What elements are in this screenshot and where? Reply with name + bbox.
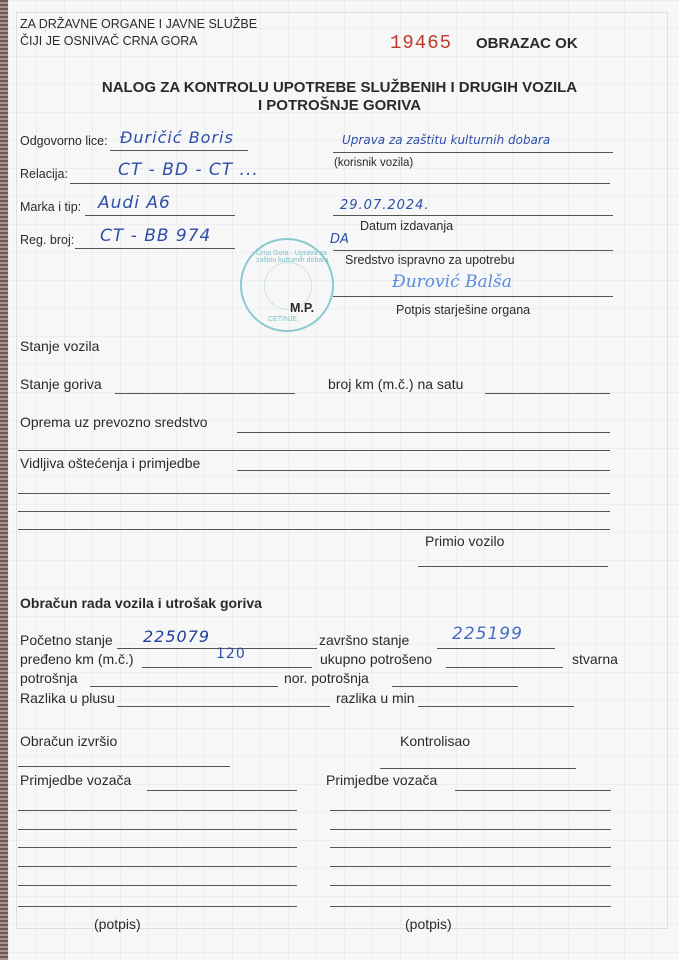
primjedbe-left-line-2[interactable] xyxy=(18,810,297,811)
zavrsno-stanje-value[interactable]: 225199 xyxy=(452,624,523,644)
primjedbe-right-line-5[interactable] xyxy=(330,866,611,867)
predjeno-km-value[interactable]: 120 xyxy=(216,646,246,662)
primjedbe-right-line-4[interactable] xyxy=(330,847,611,848)
relacija-line xyxy=(70,183,610,184)
potpis-starjesine-signature[interactable]: Đurović Balša xyxy=(392,272,512,292)
obracun-heading: Obračun rada vozila i utrošak goriva xyxy=(20,595,262,611)
relacija-value[interactable]: CT - BD - CT ... xyxy=(118,160,259,180)
zavrsno-stanje-line xyxy=(437,648,555,649)
serial-number: 19465 xyxy=(390,32,453,54)
primjedbe-right-line-3[interactable] xyxy=(330,829,611,830)
relacija-label: Relacija: xyxy=(20,167,68,181)
stanje-goriva-label: Stanje goriva xyxy=(20,376,102,392)
zavrsno-stanje-label: završno stanje xyxy=(319,632,410,648)
ukupno-potroseno-label: ukupno potrošeno xyxy=(320,651,433,667)
potpis-right-label: (potpis) xyxy=(405,916,452,932)
datum-label: Datum izdavanja xyxy=(360,219,454,233)
primjedbe-left-line-1[interactable] xyxy=(147,790,297,791)
ostecenja-line-3[interactable] xyxy=(18,511,610,512)
ukupno-potroseno-line[interactable] xyxy=(446,667,563,668)
ispravno-value[interactable]: DA xyxy=(330,232,349,247)
datum-value[interactable]: 29.07.2024. xyxy=(340,198,430,213)
primjedbe-left-line-3[interactable] xyxy=(18,829,297,830)
potpis-left-label: (potpis) xyxy=(94,916,141,932)
primjedbe-left-line-4[interactable] xyxy=(18,847,297,848)
ostecenja-line[interactable] xyxy=(237,470,610,471)
nor-potrosnja-label: nor. potrošnja xyxy=(284,670,369,686)
ispravno-line xyxy=(333,250,613,251)
potrosnja-label: potrošnja xyxy=(20,670,78,686)
primjedbe-right-line-7[interactable] xyxy=(330,906,611,907)
stamp-ring-text: Crna Gora · Uprava za zaštitu kulturnih dobara xyxy=(256,250,329,264)
notebook-binding-edge xyxy=(0,0,8,960)
pocetno-stanje-value[interactable]: 225079 xyxy=(143,627,211,646)
stvarna-label: stvarna xyxy=(572,651,618,667)
primjedbe-left-line-5[interactable] xyxy=(18,866,297,867)
kontrolisao-label: Kontrolisao xyxy=(400,733,471,749)
korisnik-value[interactable]: Uprava za zaštitu kulturnih dobara xyxy=(342,133,551,147)
pocetno-stanje-label: Početno stanje xyxy=(20,632,113,648)
primjedbe-vozaca-right-label: Primjedbe vozača xyxy=(326,772,438,788)
marka-label: Marka i tip: xyxy=(20,200,82,214)
reg-broj-label: Reg. broj: xyxy=(20,233,75,247)
primjedbe-vozaca-left-label: Primjedbe vozača xyxy=(20,772,132,788)
org-line-1: ZA DRŽAVNE ORGANE I JAVNE SLUŽBE xyxy=(20,17,258,31)
primjedbe-right-line-6[interactable] xyxy=(330,885,611,886)
stanje-vozila-heading: Stanje vozila xyxy=(20,338,100,354)
razlika-min-line[interactable] xyxy=(418,706,574,707)
potrosnja-line[interactable] xyxy=(90,686,278,687)
org-line-2: ČIJI JE OSNIVAČ CRNA GORA xyxy=(20,34,198,48)
korisnik-label: (korisnik vozila) xyxy=(334,157,414,169)
oprema-label: Oprema uz prevozno sredstvo xyxy=(20,414,208,430)
predjeno-km-line xyxy=(142,667,312,668)
potpis-starjesine-label: Potpis starješine organa xyxy=(396,303,531,317)
ostecenja-label: Vidljiva oštećenja i primjedbe xyxy=(20,455,201,471)
datum-line xyxy=(333,215,613,216)
form-code: OBRAZAC OK xyxy=(476,35,578,52)
ostecenja-line-4[interactable] xyxy=(18,529,610,530)
primjedbe-left-line-6[interactable] xyxy=(18,885,297,886)
razlika-plus-line[interactable] xyxy=(117,706,330,707)
odgovorno-lice-line xyxy=(110,150,248,151)
marka-value[interactable]: Audi A6 xyxy=(98,193,171,213)
oprema-line-2[interactable] xyxy=(18,450,610,451)
predjeno-km-label: pređeno km (m.č.) xyxy=(20,651,134,667)
primjedbe-right-line-2[interactable] xyxy=(330,810,611,811)
primjedbe-right-line-1[interactable] xyxy=(455,790,611,791)
broj-km-label: broj km (m.č.) na satu xyxy=(328,376,464,392)
odgovorno-lice-value[interactable]: Đuričić Boris xyxy=(120,128,234,147)
mp-label: M.P. xyxy=(290,301,315,315)
stamp-city: CETINJE xyxy=(268,316,298,323)
reg-broj-line xyxy=(75,248,235,249)
korisnik-line xyxy=(333,152,613,153)
primio-vozilo-label: Primio vozilo xyxy=(425,533,505,549)
form-title-line-1: NALOG ZA KONTROLU UPOTREBE SLUŽBENIH I DRUGIH VOZILA xyxy=(101,79,578,96)
razlika-min-label: razlika u min xyxy=(336,690,415,706)
primjedbe-left-line-7[interactable] xyxy=(18,906,297,907)
razlika-plus-label: Razlika u plusu xyxy=(20,690,115,706)
obracun-izvrsio-signature-line[interactable] xyxy=(18,766,230,767)
oprema-line[interactable] xyxy=(237,432,610,433)
form-title-line-2: I POTROŠNJE GORIVA xyxy=(257,97,422,114)
ostecenja-line-2[interactable] xyxy=(18,493,610,494)
odgovorno-lice-label: Odgovorno lice: xyxy=(20,134,108,148)
primio-vozilo-signature-line[interactable] xyxy=(418,566,608,567)
potpis-starjesine-line xyxy=(333,296,613,297)
broj-km-line[interactable] xyxy=(485,393,610,394)
ispravno-label: Sredstvo ispravno za upotrebu xyxy=(345,253,515,267)
marka-line xyxy=(85,215,235,216)
stanje-goriva-line[interactable] xyxy=(115,393,295,394)
obracun-izvrsio-label: Obračun izvršio xyxy=(20,733,118,749)
nor-potrosnja-line[interactable] xyxy=(392,686,518,687)
official-stamp xyxy=(240,238,334,332)
kontrolisao-signature-line[interactable] xyxy=(380,768,576,769)
reg-broj-value[interactable]: CT - BB 974 xyxy=(100,226,212,246)
